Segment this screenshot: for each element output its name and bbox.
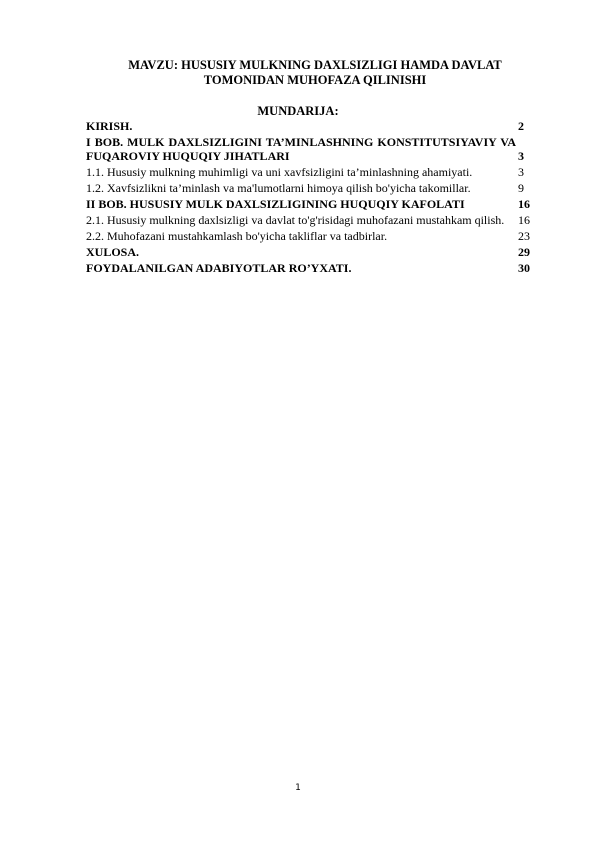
toc-entry-text: FOYDALANILGAN ADABIYOTLAR RO’YXATI.	[86, 260, 352, 275]
toc-entry-page: 16	[518, 212, 530, 227]
toc-entry-text: XULOSA.	[86, 244, 140, 259]
toc-entry-page: 23	[518, 228, 530, 243]
toc-entry-page: 3	[518, 149, 524, 164]
table-of-contents	[86, 119, 546, 277]
toc-entry-section-2-2	[86, 229, 546, 244]
toc-entry-xulosa	[86, 245, 546, 260]
toc-entry-page: 30	[518, 260, 530, 275]
toc-entry-text: 2.2. Muhofazani mustahkamlash bo'yicha takliflar va tadbirlar.	[86, 228, 388, 243]
toc-entry-page: 9	[518, 181, 524, 196]
toc-entry-page: 29	[518, 244, 530, 259]
toc-entry-section-1-1	[86, 165, 546, 180]
toc-entry-text: I BOB. MULK DAXLSIZLIGINI TA’MINLASHNING KONSTITUTSIYAVIY VA FUQAROVIY HUQUQIY JIHATLARI	[86, 134, 516, 164]
toc-entry-text: II BOB. HUSUSIY MULK DAXLSIZLIGINING HUQUQIY KAFOLATI	[86, 197, 465, 212]
toc-entry-page: 16	[518, 197, 530, 212]
toc-entry-chapter-1	[86, 135, 546, 164]
toc-entry-bibliography	[86, 261, 546, 276]
toc-heading: MUNDARIJA:	[257, 104, 339, 118]
toc-entry-section-2-1	[86, 213, 546, 228]
document-title: MAVZU: HUSUSIY MULKNING DAXLSIZLIGI HAMDA DAVLAT TOMONIDAN MUHOFAZA QILINISHI	[128, 58, 502, 87]
toc-entry-section-1-2	[86, 181, 546, 196]
page-number: 1	[295, 783, 301, 793]
toc-entry-text: 1.1. Hususiy mulkning muhimligi va uni xavfsizligini ta’minlashning ahamiyati.	[86, 165, 473, 180]
toc-entry-text: KIRISH.	[86, 119, 133, 133]
toc-entry-page: 3	[518, 165, 524, 180]
toc-entry-page: 2	[518, 119, 524, 133]
toc-entry-kirish	[86, 119, 546, 134]
toc-entry-text: 2.1. Hususiy mulkning daxlsizligi va davlat to'g'risidagi muhofazani mustahkam qilish.	[86, 212, 505, 227]
toc-entry-text: 1.2. Xavfsizlikni ta’minlash va ma'lumotlarni himoya qilish bo'yicha takomillar.	[86, 181, 471, 196]
toc-entry-chapter-2	[86, 197, 546, 212]
